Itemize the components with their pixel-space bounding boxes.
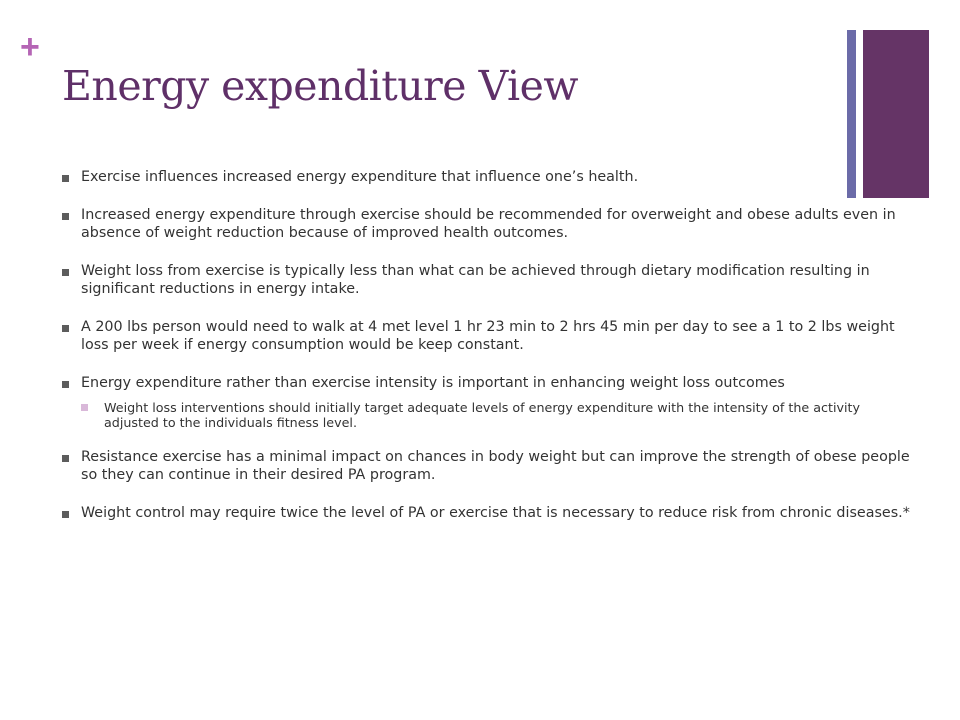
bullet-text: Energy expenditure rather than exercise intensity is important in enhancing weight loss outcomes (81, 375, 785, 391)
bullet-text: Exercise influences increased energy expenditure that influence one’s health. (81, 169, 639, 185)
bullet-item (62, 448, 912, 484)
bullet-list (62, 168, 912, 542)
bullet-item (62, 262, 912, 298)
bullet-item (62, 206, 912, 242)
bullet-text: Weight control may require twice the level of PA or exercise that is necessary to reduce risk from chronic diseases.* (81, 505, 910, 521)
bullet-item (62, 168, 912, 186)
bullet-text: Resistance exercise has a minimal impact on chances in body weight but can improve the strength of obese people so they can continue in their desired PA program. (81, 449, 910, 483)
bullet-item (62, 318, 912, 354)
bullet-text: A 200 lbs person would need to walk at 4 met level 1 hr 23 min to 2 hrs 45 min per day to see a 1 to 2 lbs weight loss per week if energy consumption would be keep constant. (81, 319, 895, 353)
slide-title: Energy expenditure View (62, 62, 578, 110)
sub-bullet-item (81, 400, 912, 430)
bullet-text: Weight loss from exercise is typically less than what can be achieved through dietary modification resulting in significant reductions in energy intake. (81, 263, 870, 297)
sub-bullet-text: Weight loss interventions should initially target adequate levels of energy expenditure with the intensity of the activity adjusted to the individuals fitness level. (104, 400, 860, 430)
bullet-item (62, 504, 912, 522)
bullet-item (62, 374, 912, 430)
plus-decoration: + (20, 28, 40, 66)
bullet-text: Increased energy expenditure through exercise should be recommended for overweight and obese adults even in absence of weight reduction because of improved health outcomes. (81, 207, 896, 241)
